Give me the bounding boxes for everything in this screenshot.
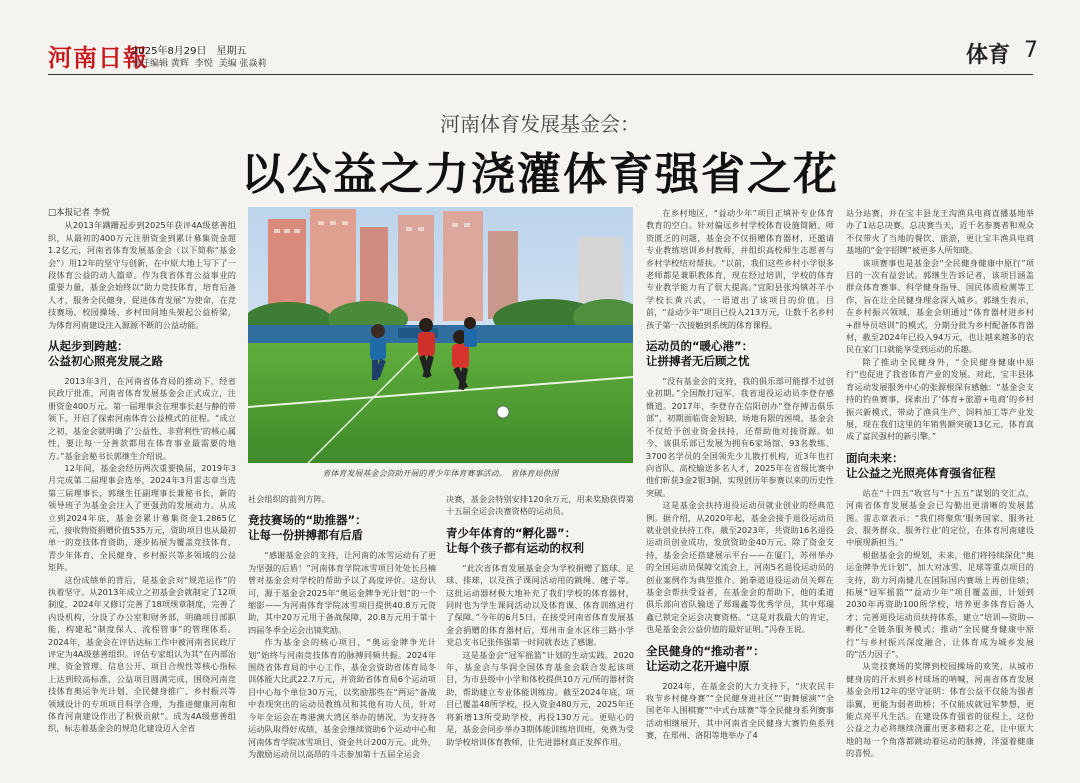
section-heading: 全民健身的“推动者”： 让运动之花开遍中原 bbox=[646, 643, 765, 673]
section-heading: 竞技赛场的“助推器”： 让每一份拼搏都有后盾 bbox=[248, 513, 367, 543]
paragraph: “没有基金会的支持，我的俱乐部可能撑不过创业初期。”全国散打冠军、我省退役运动员李登存感慨道。2017年，李登存在信阳创办“登存搏击俱乐部”，初期面临资金短缺、场地有限的困境，基金会不仅给予创业资金扶持，还帮助他对接资源。如今，该俱乐部已发展为拥有6家场馆、93名教练、3700名学员的全国领先少儿散打机构，近3年也打向省队、高校输送多名人才，2025年在省级比赛中他们斩获3金2银3铜，实现创历年参赛以来的历史性突破。 bbox=[646, 376, 834, 498]
paragraph: 12年间，基金会经历两次重要换届，2019年3月完成第二届理事会选举，2024年3月雷志章当选第三届理事长，郭继生任副理事长兼秘书长，新的领导班子为基金会注入了更强劲的发展动力。从成立到2024年底，基金会累计募集资金1.2865亿元，接收物资捐赠价值535万元，资助项目也从最初单一的竞技体育资助，逐步拓展为覆盖竞技体育、青少年体育、全民健身、乡村振兴等多领域的公益矩阵。 bbox=[48, 462, 236, 573]
paragraph: 站分站赛，并在宝丰县龙王沟渔具电商直播基地举办了1站总决赛。总决赛当天，近千名参赛者和观众不仅带火了当地的餐饮、旅游，更让宝丰渔具电商基地的“金字招牌”被更多人所知晓。 bbox=[846, 208, 1034, 256]
article-column-5 bbox=[846, 207, 1034, 783]
masthead bbox=[0, 0, 1080, 78]
section-name: 体育 bbox=[965, 43, 1010, 68]
editor-credit: 责任编辑 黄辉 bbox=[132, 59, 189, 69]
youth-football-photo bbox=[248, 207, 633, 463]
section-heading: 运动员的“暖心港”： 让拼搏者无后顾之忧 bbox=[646, 339, 754, 369]
paragraph: 除了推动全民健身外，“全民健身健康中原行”也促进了我省体育产业的发展。对此，宝丰县体育运动发展服务中心的张源根深有感触：“基金会支持的钓鱼赛事，探索出了‘体育+旅游+电商’的乡村振兴新模式，带动了渔具生产、饲料加工等产业发展，现在我们这里的年销售额突破13亿元，体育真成了富民强村的新引擎。” bbox=[846, 356, 1034, 442]
editor-credits bbox=[132, 56, 270, 69]
player-blue-2 bbox=[464, 317, 477, 347]
masthead-rule bbox=[48, 74, 1033, 75]
football bbox=[497, 406, 509, 418]
paragraph: 从2013年蹒跚起步到2025年获评4A级慈善组织，从最初的400万元注册资金到累计募集资金超1.2亿元，河南省体育发展基金会（以下简称“基金会”）用12年的坚守与创新，在中原大地上写下了一段体育公益的动人篇章。作为我省体育公益事业的重要力量，基金会始终以“助力竞技体育，培育后备人才，服务全民健身，促进体育发展”为使命，在竞技赛场、校园操场、乡村田间地头架起公益桥梁，为体育河南建设注入源源不断的公益动能。 bbox=[48, 220, 236, 330]
paragraph: 社会组织的前列方阵。 bbox=[248, 494, 330, 504]
paragraph: “感谢基金会的支持，让河南的冰雪运动有了更为坚强的后盾！”河南体育学院冰雪项目处处长吕楠曾对基金会对学校的帮助予以了高度评价。这份认可，源于基金会2025年“奥运金牌争光计划”的一个缩影——为河南体育学院冰雪项目提供40.8万元资助，其中20万元用于备战保障，20.8万元用于第十四届冬季全运会出镜奖励。 bbox=[248, 550, 436, 635]
editor-credit: 美编 张焱莉 bbox=[218, 59, 267, 69]
paragraph: 作为基金会的核心项目，“奥运金牌争光计划”始终与河南竞技体育的脉搏同频共振。2024年围绕省体育局的中心工作，基金会资助省体育局冬训体能大比武22.7万元，并资助省体育局6个运动项目中心每个单位30万元，以奖励那些在“两运”备战中表现突出的运动员教练员和其他有功人员，针对今年全运会在粤港澳大湾区举办的情况，为支持各运动队取得好成绩，基金会继续资助6个运动中心和河南体育学院冰雪项目，资金共计200万元。此外，为激励运动员以高昂的斗志参加第十五届全运会 bbox=[248, 637, 436, 759]
paragraph: 从竞技赛场的奖牌到校园操场的欢笑，从城市健身房的汗水到乡村球场的呐喊，河南省体育发展基金会用12年的坚守证明：体育公益不仅能为强者添翼，更能为弱者助桥；不仅能成就冠军梦想，更能点亮平凡生活。在建设体育强省的征程上，这份公益之力必将继续浇灌出更多精彩之花，让中原大地的每一个角落都跳动着运动的脉搏，洋溢着健康的喜悦。 bbox=[846, 661, 1034, 759]
article-column-4 bbox=[646, 207, 834, 783]
paragraph: 在乡村地区，“益动少年”项目正填补专业体育教育的空白。针对偏远乡村学校体育设施简陋、师资匮乏的问题，基金会不仅捐赠体育器材，还邀请专业教练培训乡村教师，并组织高校师生志愿者与乡村学校结对帮扶。“以前，我们这些乡村小学很多老师都是兼职教体育，现在经过培训，学校的体育专业教学能力有了很大提高。”宜阳县张坞镇苏羊小学校长黄兴武，一语道出了该项目的价值。目前，“益动少年”项目已投入213万元，让数千名乡村孩子第一次接触到系统的体育课程。 bbox=[646, 208, 834, 330]
article-photo bbox=[248, 207, 633, 463]
paragraph: 该项赛事也是基金会“全民健身健康中原行”项目的一次有益尝试。郭继生告诉记者，该项目涵盖群众体育赛事、科学健身指导、国民体质检测等工作，旨在让全民健身理念深入城乡。郭继生表示，在乡村振兴领域，基金会则通过“体育器材进乡村+群导员培训”的模式，分期分批为乡村配备体育器材，截至2024年已投入94万元，也让越来越多的农民在家门口就能享受到运动的乐趣。 bbox=[846, 257, 1034, 355]
paragraph: 这份成绩单的背后，是基金会对“规范运作”的执着坚守。从2013年成立之初基金会就制定了12项制度，2024年又修订完善了18项规章制度，完善了内设机构，分设了办公室和财务部，明确项目部职能，构建起“制度保人、流程管事”的管理体系。2024年，基金会在评估达标工作中被河南省民政厅评定为4A级慈善组织。评估专家组认为其“在内部治理、资金管理、信息公开、项目合规性等核心指标上达到较高标准，公益项目圆满完成，围绕河南竞技体育奥运争光计划、全民健身推广、乡村振兴等领域设计的专项项目科学合理，为推进健康河南和体育河南建设作出了积极贡献”。成为4A级慈善组织，标志着基金会的规范化建设迈入全省 bbox=[48, 574, 236, 734]
article-headline: 以公益之力浇灌体育强省之花 bbox=[241, 149, 839, 200]
article-column-1 bbox=[48, 207, 236, 783]
paragraph: 根据基金会的规划，未来，他们将持续深化“奥运金牌争光计划”，加大对冰雪、足球等重点项目的支持，助力河南健儿在国际国内赛场上再创佳绩；拓展“冠军摇篮”“益动少年”项目覆盖面，计划到2030年再资助100所学校，培养更多体育后备人才；完善退役运动员扶持体系，建立“培训—资助—孵化”全链条服务模式；推动“全民健身健康中原行”与乡村振兴深度融合，让体育成为城乡发展的“活力因子”。 bbox=[846, 549, 1034, 659]
section-heading: 青少年体育的“孵化器”： 让每个孩子都有运动的权利 bbox=[446, 525, 584, 555]
paragraph: “此次省体育发展基金会为学校捐赠了篮球、足球、排球，以及孩子课间活动用的跳绳、毽子等。这批运动器材极大地补充了我们学校的体育器材，同时也为学生课间活动以及体育课、体育训练进行了保障。”今年的6月5日，在接受河南省体育发展基金会捐赠的体育器材后，郑州市金水区纬三路小学党总支书记张伟强第一时间就表达了感谢。 bbox=[446, 562, 634, 648]
byline: □本报记者 李悦 bbox=[48, 208, 110, 218]
paragraph: 决赛，基金会特别安排120余万元，用来奖励获得第十五届全运会决赛资格的运动员。 bbox=[446, 494, 634, 517]
editor-credit: 李悦 bbox=[194, 59, 213, 69]
section-heading: 面向未来： 让公益之光照亮体育强省征程 bbox=[846, 450, 996, 480]
newspaper-logo: 河南日報 bbox=[48, 43, 148, 72]
paragraph: 2013年3月，在河南省体育局的推动下，经省民政厅批准，河南省体育发展基金会正式成立，注册资金400万元。第一届理事会在理事长赵与静的带领下，开启了探索河南体育公益模式的征程。“成立之初，基金会就明确了‘公益性、非营利性’的核心属性，要让每一分善款都用在体育事业最需要的地方。”基金会秘书长郭继生介绍说。 bbox=[48, 376, 236, 461]
article-column-2 bbox=[248, 493, 436, 783]
page-number: 7 bbox=[1024, 38, 1038, 63]
paragraph: 2024年，在基金会的大力支持下，“庆农民丰收节乡村健身赛”“全民健身进社区”“街舞展演”“全国老年人围棋赛”“中式台球赛”等全民健身系列赛事活动相继展开，其中河南省全民健身大赛钓鱼系列赛，在郑州、洛阳等地举办了4 bbox=[646, 680, 834, 741]
section-heading: 从起步到跨越： 公益初心照亮发展之路 bbox=[48, 339, 163, 369]
issue-date: 2025年8月29日 星期五 bbox=[132, 46, 247, 57]
paragraph: 这是基金会“冠军摇篮”计划的生动实践。2020年，基金会与华润全国体育基金会联合发起该项目，为市县级中小学和体校提供10万元/所的器材资助，帮助建立专业体能训练房。截至2024年底，项目已覆盖48所学校，投入资金480万元，2025年还将新增13所受助学校，再投130万元。更贴心的是，基金会同步举办3期体能训练培训班，免费为受助学校培训体育教师，让先进器材真正发挥作用。 bbox=[446, 649, 634, 747]
photo-caption: 省体育发展基金会资助开展的青少年体育赛事活动。 省体育局供图 bbox=[322, 469, 559, 478]
article-subtitle: 河南体育发展基金会： bbox=[440, 112, 640, 136]
article-column-3 bbox=[446, 493, 634, 783]
paragraph: 这是基金会扶持退役运动员就业创业的经典范例。据介绍，从2020年起，基金会接手退役运动员就业创业扶持工作，截至2023年，共资助16名退役运动员创业成功，发放资助金40万元。除了资金支持，基金会还搭建展示平台——在厦门，苏州举办的全国运动员保障交流会上，河南5名退役运动员的创业案例作为典型推介。跆拳道退役运动员关辉在基金会帮扶受益者，在基金会的帮助下，他的柔道俱乐部向省队输送了郑瑞鑫等优秀学员，其中郑瑞鑫已锁定全运会决赛资格。“这是对我最大的肯定，也是基金会公益价值的最好证明。”冯春玉说。 bbox=[646, 500, 834, 635]
paragraph: 站在“十四五”收官与“十五五”谋划的交汇点，河南省体育发展基金会已勾勒出更清晰的发展蓝图。雷志章表示：“我们将聚焦‘服务国家、服务社会、服务群众、服务行业’的定位，在体育河南建设中展现新担当。” bbox=[846, 487, 1034, 548]
